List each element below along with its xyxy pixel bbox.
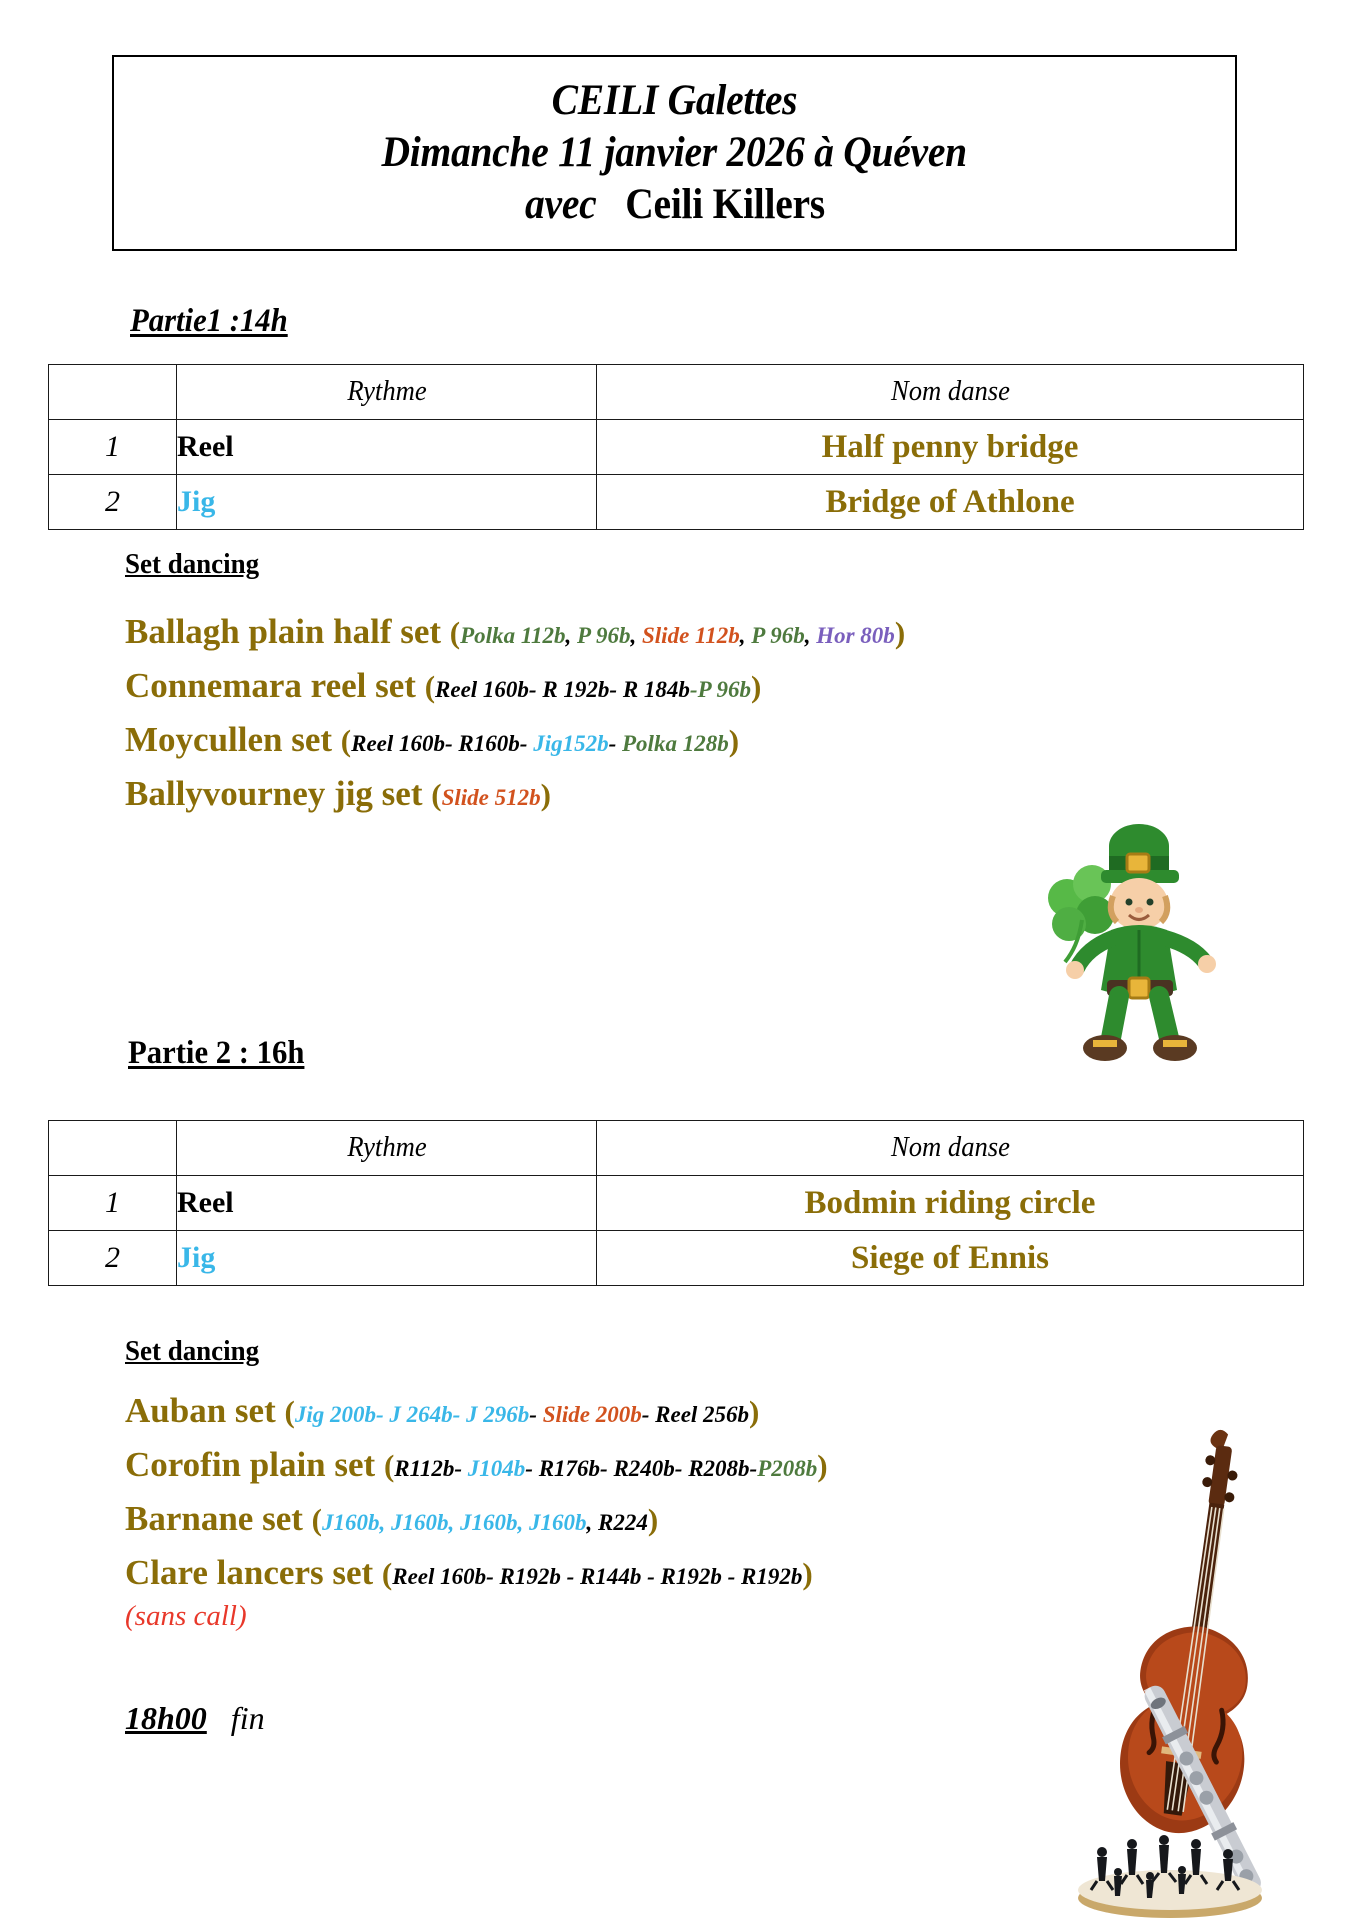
table-row: [49, 475, 1304, 530]
title-band-name: Ceili Killers: [624, 181, 825, 228]
column-header-nom-danse: Nom danse: [614, 1121, 1286, 1176]
table-row: [49, 1231, 1304, 1286]
set-annotation-close-paren: ): [749, 1394, 760, 1429]
set-annotation-open-paren: (: [381, 1556, 393, 1591]
column-header-rythme: Rythme: [187, 365, 586, 420]
row-nom-danse: Half penny bridge: [597, 420, 1304, 475]
set-annotation-close-paren: ): [894, 615, 906, 650]
set-list-item: [125, 716, 905, 770]
table-row: [49, 1176, 1304, 1231]
set-annotation-part: ,: [565, 623, 578, 648]
leprechaun-clipart-icon: [1035, 820, 1230, 1080]
set-name: Auban set: [125, 1391, 285, 1430]
set-annotation-part: P 96b: [697, 677, 752, 702]
title-line-date: Dimanche 11 janvier 2026 à Quéven: [381, 129, 968, 176]
end-time-line: [125, 1700, 265, 1737]
set-annotation-part: Reel 160b- R192b - R144b - R192b - R192b: [392, 1564, 803, 1589]
set-annotation-part: P208b: [757, 1456, 818, 1481]
table-row: [49, 420, 1304, 475]
title-line-event: CEILI Galettes: [551, 77, 798, 124]
set-annotation-part: ,: [739, 623, 752, 648]
set-list-item: [125, 1441, 828, 1495]
title-avec-label: avec: [524, 181, 596, 228]
set-annotation-part: Polka 128b: [622, 731, 729, 756]
set-annotation-close-paren: ): [647, 1502, 659, 1537]
set-annotation-part: J104b: [467, 1456, 526, 1481]
part2-set-list: [125, 1387, 828, 1603]
set-name: Corofin plain set: [125, 1445, 384, 1484]
set-annotation-part: - Reel 256b: [641, 1402, 750, 1427]
sans-call-note: (sans call): [125, 1600, 247, 1632]
set-annotation-open-paren: (: [424, 669, 436, 704]
set-name: Barnane set: [125, 1499, 312, 1538]
set-annotation-part: -: [608, 731, 622, 756]
row-index: 1: [49, 1176, 177, 1231]
end-time: 18h00: [125, 1700, 207, 1736]
set-annotation-part: Slide 512b: [441, 785, 541, 810]
part1-schedule-table: [48, 364, 1304, 530]
set-annotation-open-paren: (: [431, 777, 442, 812]
column-header-index: [52, 1121, 174, 1176]
set-annotation-part: ,: [804, 623, 817, 648]
set-annotation-part: P 96b: [577, 623, 631, 648]
set-name: Connemara reel set: [125, 666, 425, 705]
set-annotation-part: Polka 112b: [460, 623, 566, 648]
row-nom-danse: Bodmin riding circle: [597, 1176, 1304, 1231]
set-annotation-part: P 96b: [751, 623, 805, 648]
set-annotation-part: Hor 80b: [816, 623, 895, 648]
set-annotation-part: Jig152b: [533, 731, 609, 756]
set-annotation-open-paren: (: [284, 1394, 295, 1429]
set-annotation-close-paren: ): [817, 1448, 828, 1483]
column-header-index: [52, 365, 174, 420]
row-nom-danse: Siege of Ennis: [597, 1231, 1304, 1286]
set-name: Ballyvourney jig set: [125, 774, 432, 813]
set-annotation-part: - R176b- R240b- R208b-: [525, 1456, 758, 1481]
set-list-item: [125, 1549, 828, 1603]
set-annotation-close-paren: ): [802, 1556, 813, 1591]
set-annotation-part: R112b-: [394, 1456, 468, 1481]
set-name: Clare lancers set: [125, 1553, 382, 1592]
set-annotation-part: -: [529, 1402, 543, 1427]
set-name: Moycullen set: [125, 720, 341, 759]
set-annotation-part: ,: [630, 623, 642, 648]
end-label: fin: [230, 1700, 265, 1736]
row-nom-danse: Bridge of Athlone: [597, 475, 1304, 530]
set-annotation-part: Reel 160b- R160b-: [351, 731, 534, 756]
set-name: Ballagh plain half set: [125, 612, 450, 651]
column-header-rythme: Rythme: [187, 1121, 586, 1176]
set-annotation-close-paren: ): [751, 669, 762, 704]
part2-schedule-table: [48, 1120, 1304, 1286]
row-index: 2: [49, 475, 177, 530]
set-annotation-open-paren: (: [340, 723, 352, 758]
violin-flute-clipart-icon: [1040, 1420, 1340, 1920]
part2-heading: Partie 2 : 16h: [128, 1035, 305, 1071]
set-annotation-close-paren: ): [540, 777, 551, 812]
set-annotation-part: Slide 200b: [542, 1402, 642, 1427]
table-header-row: [49, 365, 1304, 420]
set-annotation-open-paren: (: [311, 1502, 322, 1537]
set-annotation-part: Reel 160b- R 192b- R 184b: [435, 677, 690, 702]
part1-set-dancing-label: Set dancing: [125, 548, 260, 580]
title-box: [112, 55, 1237, 251]
row-index: 1: [49, 420, 177, 475]
set-annotation-part: Jig 200b- J 264b- J 296b: [294, 1402, 530, 1427]
part1-set-list: [125, 608, 905, 824]
part1-heading: Partie1 :14h: [130, 303, 288, 339]
title-line-band: [525, 179, 825, 231]
part2-set-dancing-label: Set dancing: [125, 1335, 260, 1367]
set-list-item: [125, 1387, 828, 1441]
set-annotation-part: , R224: [586, 1510, 648, 1535]
set-annotation-open-paren: (: [449, 615, 461, 650]
set-annotation-open-paren: (: [383, 1448, 395, 1483]
set-list-item: [125, 608, 905, 662]
set-annotation-part: Slide 112b: [642, 623, 740, 648]
set-list-item: [125, 662, 905, 716]
set-list-item: [125, 770, 905, 824]
row-rythme: Jig: [177, 475, 597, 530]
set-list-item: [125, 1495, 828, 1549]
row-rythme: Reel: [177, 420, 597, 475]
row-rythme: Reel: [177, 1176, 597, 1231]
table-header-row: [49, 1121, 1304, 1176]
set-annotation-part: J160b, J160b, J160b, J160b: [321, 1510, 587, 1535]
column-header-nom-danse: Nom danse: [614, 365, 1286, 420]
row-index: 2: [49, 1231, 177, 1286]
set-annotation-part: -: [689, 677, 698, 702]
row-rythme: Jig: [177, 1231, 597, 1286]
set-annotation-close-paren: ): [728, 723, 740, 758]
